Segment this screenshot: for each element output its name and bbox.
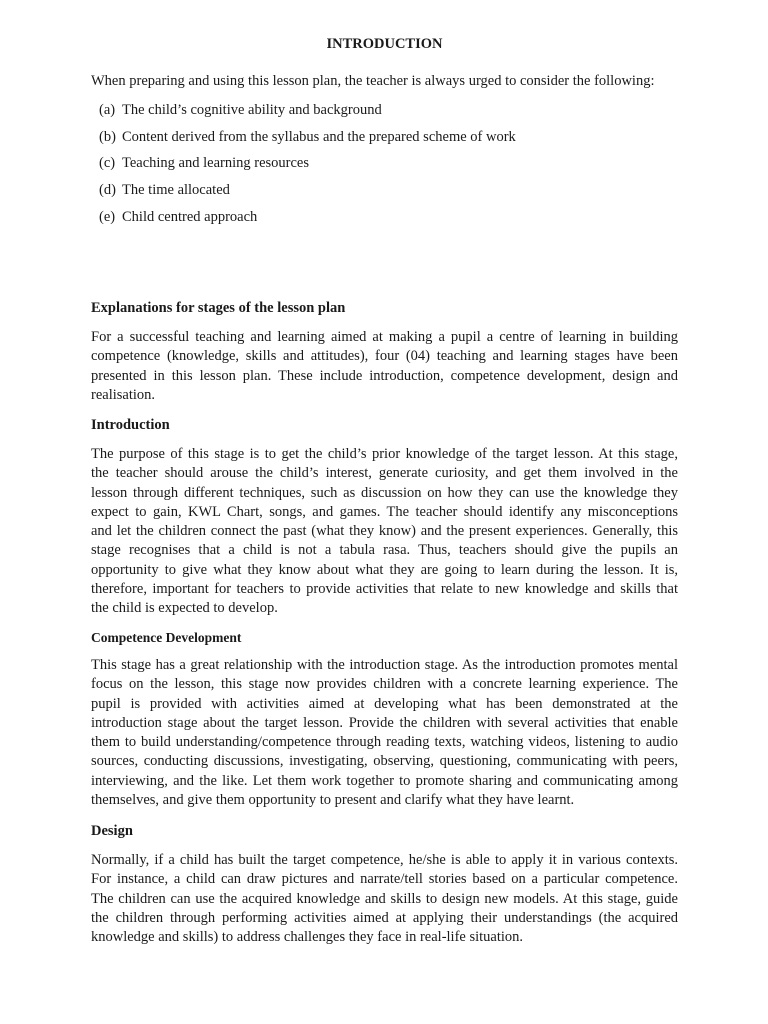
paragraph-line: This stage has a great relationship with the introduction stage. As the introduction promotes mental	[91, 657, 678, 673]
paragraph-line: the teacher should arouse the child’s interest, generate curiosity, and get them involved in the	[91, 465, 678, 482]
paragraph-explanations	[91, 328, 678, 405]
paragraph-line: pupil is provided with activities aimed at developing what has been demonstrated at the	[91, 695, 678, 712]
section-heading-design: Design	[91, 823, 133, 839]
paragraph-line: themselves, and give them opportunity to present and clarify what they have learnt.	[91, 792, 575, 809]
paragraph-line: presented in this lesson plan. These include introduction, competence development, design and	[91, 367, 678, 384]
paragraph-line: knowledge and skills) to address challenges they face in real-life situation.	[91, 929, 524, 946]
paragraph-line: sources, conducting discussions, investigating, observing, questioning, communicating with peers,	[91, 753, 678, 770]
considerations-list	[99, 101, 516, 234]
paragraph-line: the children through performing activities aimed at applying their understandings (the acquired	[91, 909, 678, 926]
list-marker: (b)	[99, 128, 116, 145]
paragraph-line: focus on the lesson, this stage now provides children with a concrete learning experience. The	[91, 676, 678, 693]
list-item	[99, 128, 516, 155]
paragraph-line: competence (knowledge, skills and attitudes), four (04) teaching and learning stages have been	[91, 348, 678, 365]
paragraph-line: The children can use the acquired knowledge and skills to design new models. At this stage, guide	[91, 890, 678, 907]
paragraph-line: realisation.	[91, 386, 156, 403]
intro-sentence: When preparing and using this lesson plan, the teacher is always urged to consider the following:	[91, 73, 655, 89]
document-title: INTRODUCTION	[326, 36, 443, 52]
list-item-text: The time allocated	[122, 182, 230, 199]
list-item-text: Child centred approach	[122, 208, 258, 225]
list-marker: (d)	[99, 182, 116, 199]
paragraph-line: expect to gain, KWL Chart, songs, and games. The teacher should identify any misconceptions	[91, 503, 678, 520]
paragraph-line: the child is expected to develop.	[91, 600, 278, 617]
section-heading-introduction: Introduction	[91, 417, 170, 433]
paragraph-line: Normally, if a child has built the target competence, he/she is able to apply it in various contexts.	[91, 852, 678, 868]
paragraph-line: therefore, important for teachers to provide activities that relate to new knowledge and skills that	[91, 581, 678, 598]
list-marker: (c)	[99, 155, 116, 172]
list-item-text: Teaching and learning resources	[122, 155, 309, 172]
paragraph-line: For a successful teaching and learning aimed at making a pupil a centre of learning in building	[91, 329, 678, 345]
paragraph-line: introduction stage about the target lesson. Provide the children with several activities that enable	[91, 714, 678, 731]
list-item	[99, 154, 516, 181]
list-item	[99, 181, 516, 208]
paragraph-design	[91, 851, 678, 947]
paragraph-introduction	[91, 445, 678, 619]
section-heading-explanations: Explanations for stages of the lesson plan	[91, 300, 346, 316]
section-heading-competence-development: Competence Development	[91, 630, 242, 645]
paragraph-line: interviewing, and the like. Let them work together to promote sharing and communicating among	[91, 772, 678, 789]
list-marker: (a)	[99, 102, 116, 118]
list-marker: (e)	[99, 208, 116, 225]
paragraph-competence-development	[91, 656, 678, 810]
list-item	[99, 101, 516, 128]
list-item-text: Content derived from the syllabus and the prepared scheme of work	[122, 128, 516, 145]
paragraph-line: stage recognises that a child is not a tabula rasa. Thus, teachers should give the pupils an	[91, 542, 678, 559]
list-item	[99, 208, 516, 235]
list-item-text: The child’s cognitive ability and background	[122, 102, 382, 118]
paragraph-line: opportunity to give what they know about what they are going to learn during the lesson. It is,	[91, 561, 678, 578]
paragraph-line: The purpose of this stage is to get the child’s prior knowledge of the target lesson. At this stage,	[91, 446, 678, 462]
paragraph-line: lesson through different techniques, such as discussion on how they can use the knowledge they	[91, 484, 678, 501]
paragraph-line: For instance, a child can draw pictures and narrate/tell stories based on a particular competence.	[91, 871, 678, 888]
paragraph-line: them to build understanding/competence through reading texts, watching videos, listening to audio	[91, 734, 678, 751]
paragraph-line: and let the children connect the past (what they know) and the present experiences. Generally, this	[91, 523, 678, 540]
